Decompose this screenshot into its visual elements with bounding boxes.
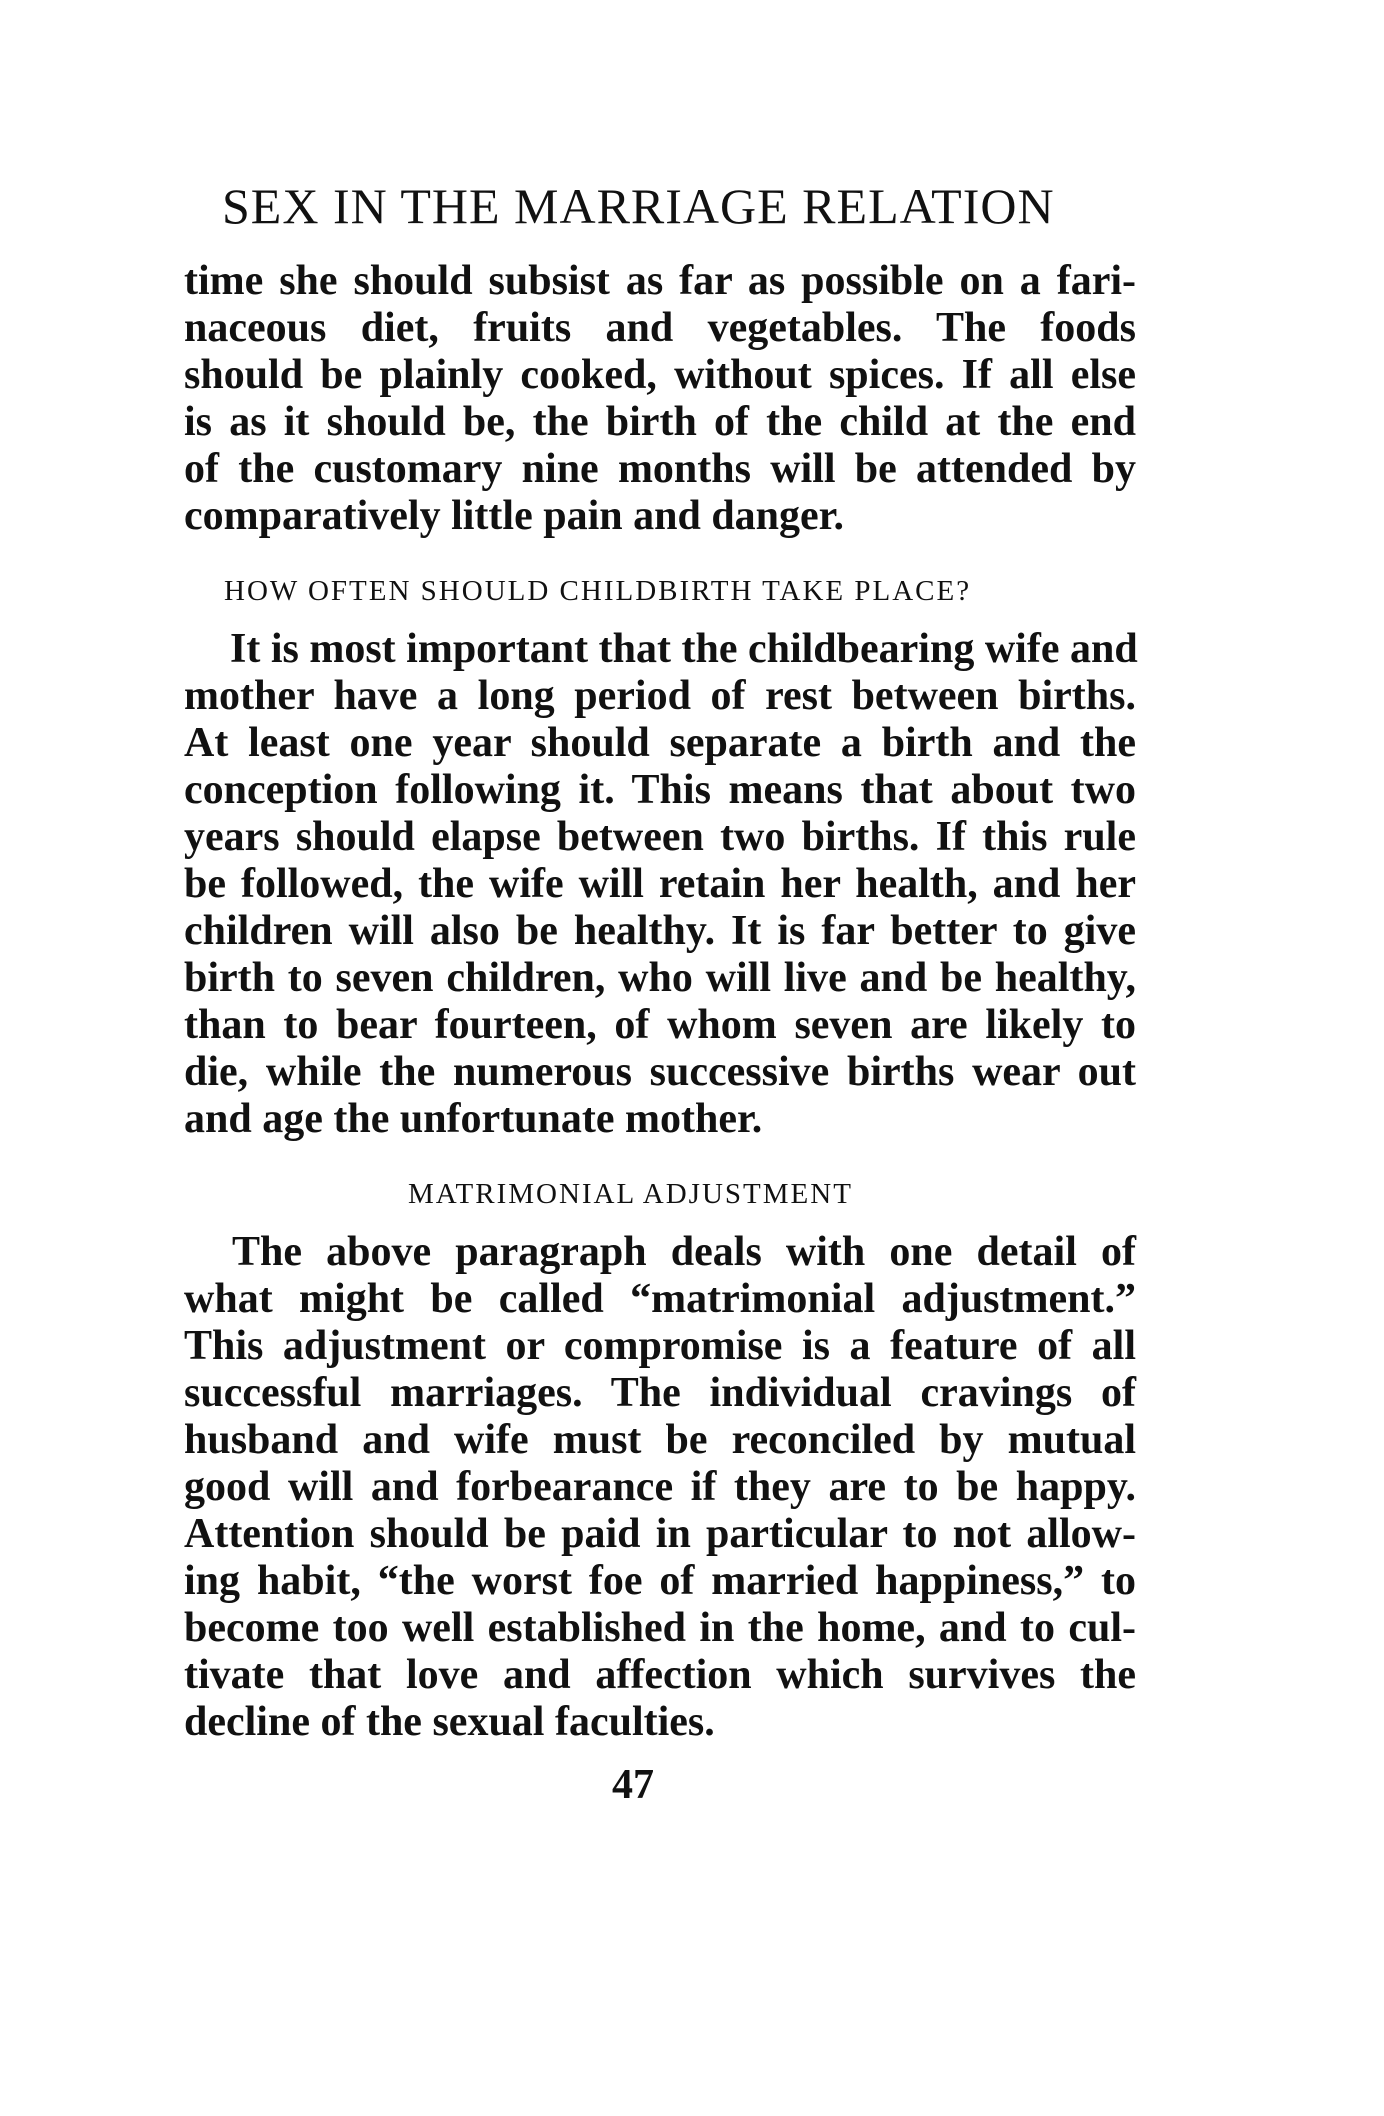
running-head: SEX IN THE MARRIAGE RELATION	[222, 178, 1055, 234]
text-line: die, while the numerous successive births wear out	[184, 1049, 1136, 1095]
text-line: be followed, the wife will retain her health, and her	[184, 861, 1136, 907]
text-line: The above paragraph deals with one detail of	[232, 1229, 1136, 1275]
text-line: and age the unfortunate mother.	[184, 1096, 763, 1142]
text-line: time she should subsist as far as possible on a fari-	[184, 258, 1136, 304]
text-line: conception following it. This means that about two	[184, 767, 1136, 813]
text-line: is as it should be, the birth of the child at the end	[184, 399, 1136, 445]
text-line: birth to seven children, who will live and be healthy,	[184, 955, 1136, 1001]
text-line: tivate that love and affection which survives the	[184, 1652, 1136, 1698]
text-line: comparatively little pain and danger.	[184, 493, 844, 539]
text-line: of the customary nine months will be attended by	[184, 446, 1136, 492]
text-line: At least one year should separate a birth and the	[184, 720, 1136, 766]
text-line: This adjustment or compromise is a feature of all	[184, 1323, 1136, 1369]
text-line: should be plainly cooked, without spices. If all else	[184, 352, 1136, 398]
text-line: mother have a long period of rest between births.	[184, 673, 1136, 719]
page-number: 47	[612, 1762, 654, 1808]
text-line: It is most important that the childbearing wife and	[230, 626, 1138, 672]
text-line: years should elapse between two births. If this rule	[184, 814, 1136, 860]
text-line: naceous diet, fruits and vegetables. The foods	[184, 305, 1136, 351]
text-line: decline of the sexual faculties.	[184, 1699, 715, 1745]
text-line: good will and forbearance if they are to be happy.	[184, 1464, 1136, 1510]
text-line: what might be called “matrimonial adjustment.”	[184, 1276, 1136, 1322]
text-line: ing habit, “the worst foe of married happiness,” to	[184, 1558, 1136, 1604]
text-line: husband and wife must be reconciled by mutual	[184, 1417, 1136, 1463]
text-line: than to bear fourteen, of whom seven are likely to	[184, 1002, 1136, 1048]
section-heading-childbirth: HOW OFTEN SHOULD CHILDBIRTH TAKE PLACE?	[224, 575, 972, 607]
text-line: Attention should be paid in particular to not allow-	[184, 1511, 1136, 1557]
text-line: successful marriages. The individual cravings of	[184, 1370, 1136, 1416]
text-line: children will also be healthy. It is far better to give	[184, 908, 1136, 954]
text-line: become too well established in the home, and to cul-	[184, 1605, 1136, 1651]
section-heading-adjustment: MATRIMONIAL ADJUSTMENT	[408, 1178, 853, 1210]
